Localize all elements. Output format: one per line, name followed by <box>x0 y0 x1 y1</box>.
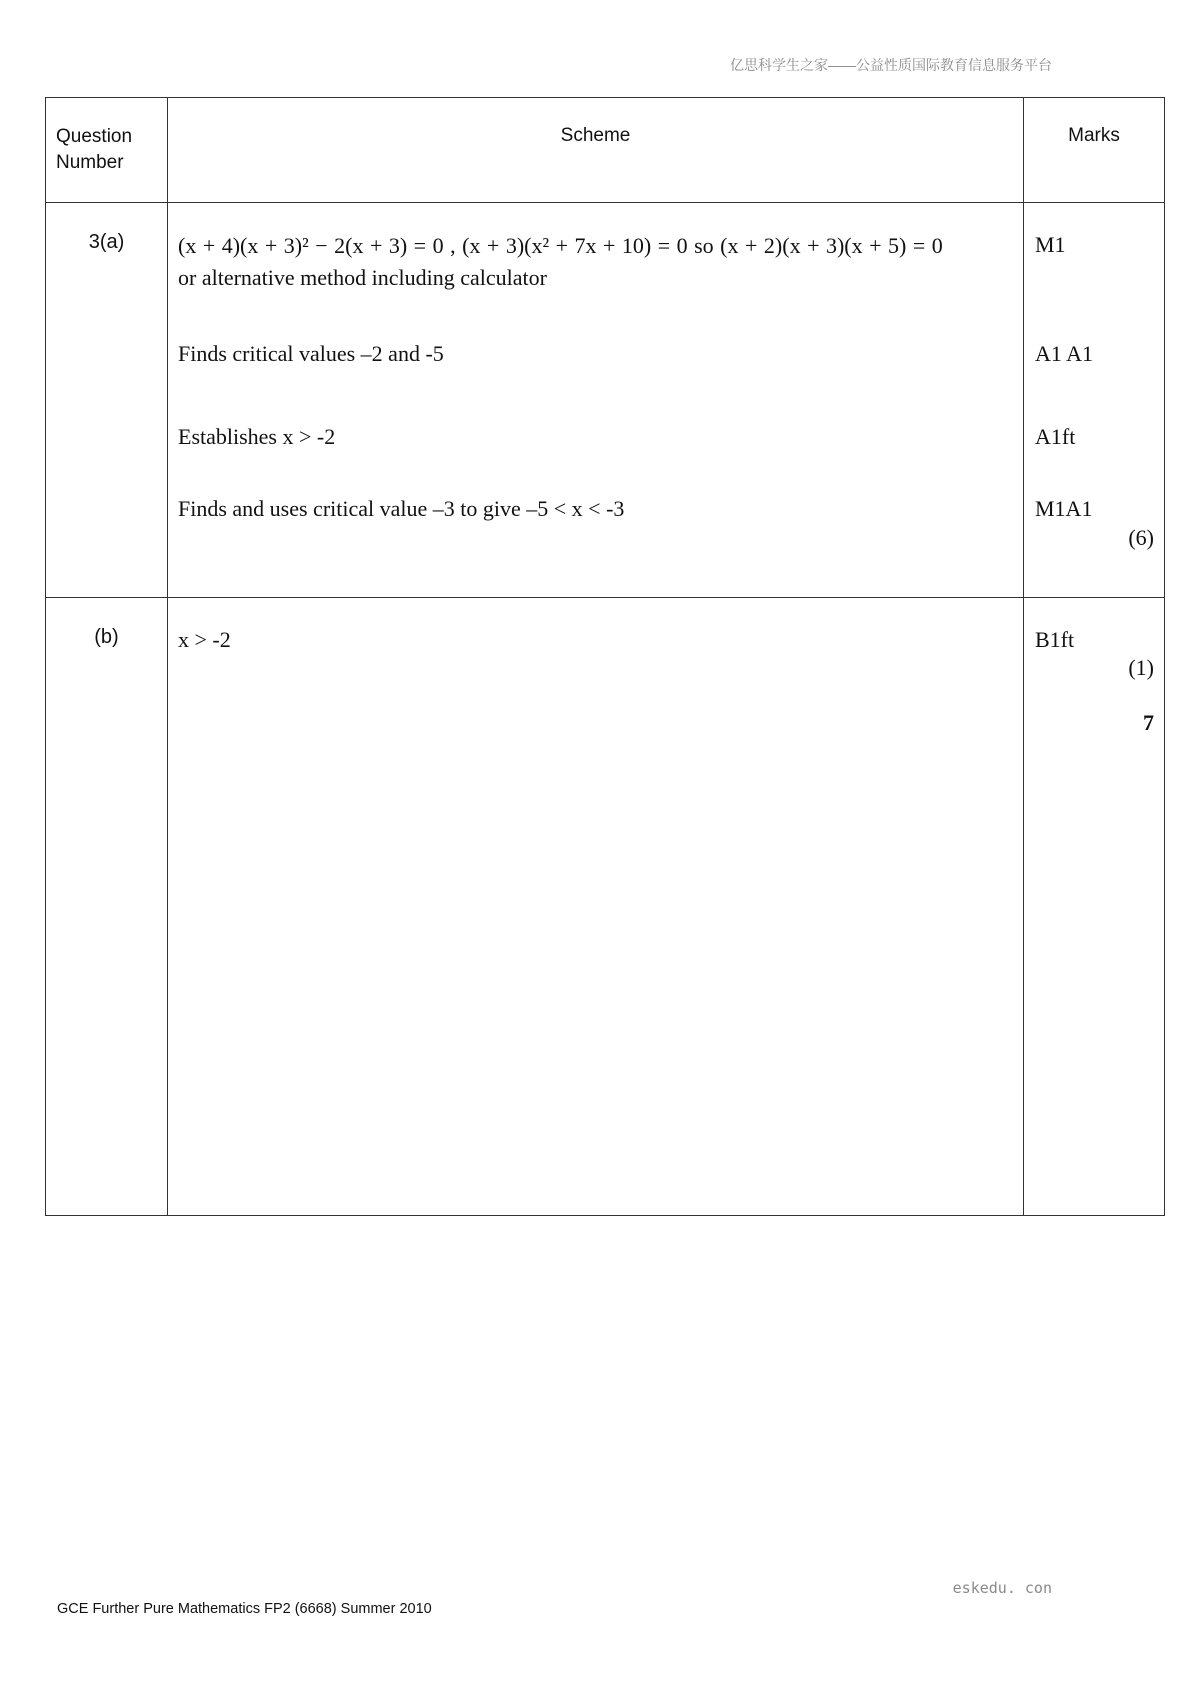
scheme-line: or alternative method including calculator <box>178 265 547 290</box>
scheme-header: Scheme <box>168 98 1024 203</box>
mark-label: B1ft <box>1035 627 1075 652</box>
mark-scheme-table <box>45 97 1165 1216</box>
subtotal: (1) <box>1128 655 1154 680</box>
scheme-line: x > -2 <box>178 627 231 652</box>
subtotal: (6) <box>1128 525 1154 550</box>
scheme-cell <box>168 203 1024 598</box>
header-note: 亿思科学生之家——公益性质国际教育信息服务平台 <box>730 57 1052 73</box>
scheme-line: Establishes x > -2 <box>178 424 336 449</box>
mark-label: M1 <box>1035 232 1066 257</box>
marks-cell <box>1024 598 1165 1216</box>
mark-label: A1ft <box>1035 424 1076 449</box>
scheme-line: (x + 4)(x + 3)² − 2(x + 3) = 0 , (x + 3)(x² + 7x + 10) = 0 so (x + 2)(x + 3)(x + 5) = 0 <box>178 233 943 258</box>
question-header-line2: Number <box>56 152 124 173</box>
scheme-cell <box>168 598 1024 1216</box>
footer-title: GCE Further Pure Mathematics FP2 (6668) Summer 2010 <box>57 1601 432 1617</box>
table-row <box>46 598 1165 1216</box>
mark-label: M1A1 <box>1035 496 1093 521</box>
question-total: 7 <box>1143 710 1154 735</box>
question-header-line1: Question <box>56 126 133 147</box>
question-number-header <box>46 98 168 203</box>
marks-header: Marks <box>1024 98 1165 203</box>
question-number: 3(a) <box>46 203 168 598</box>
table-row <box>46 203 1165 598</box>
marks-cell <box>1024 203 1165 598</box>
table-header-row <box>46 98 1165 203</box>
question-number: (b) <box>46 598 168 1216</box>
scheme-line: Finds critical values –2 and -5 <box>178 341 444 366</box>
scheme-line: Finds and uses critical value –3 to give –5 < x < -3 <box>178 496 625 521</box>
mark-label: A1 A1 <box>1035 341 1094 366</box>
watermark-url: eskedu. con <box>952 1579 1052 1597</box>
